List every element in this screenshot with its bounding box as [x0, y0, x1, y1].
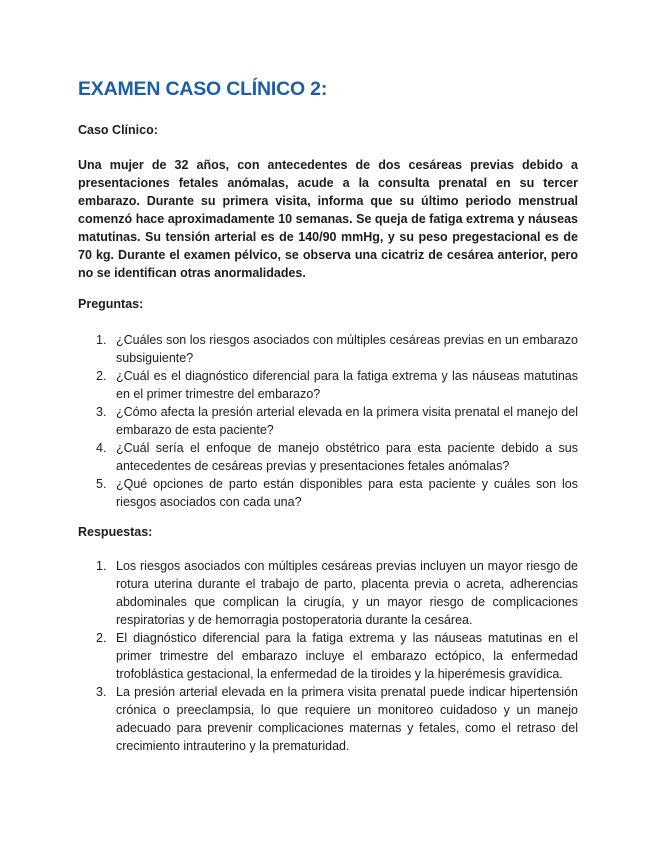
questions-list: [78, 331, 578, 511]
question-item: [78, 475, 578, 511]
question-number: 5.: [96, 477, 107, 491]
question-text: ¿Qué opciones de parto están disponibles para esta paciente y cuáles son los riesgos asociados con cada una?: [116, 477, 578, 509]
question-item: [78, 403, 578, 439]
question-text: ¿Cuál sería el enfoque de manejo obstétrico para esta paciente debido a sus antecedentes de cesáreas previas y presentaciones fetales anómalas?: [116, 441, 578, 473]
page-title: EXAMEN CASO CLÍNICO 2:: [78, 78, 328, 100]
answer-item: [78, 683, 578, 755]
question-item: [78, 439, 578, 475]
answer-text: El diagnóstico diferencial para la fatiga extrema y las náuseas matutinas en el primer trimestre del embarazo incluye el embarazo ectópico, la enfermedad trofoblástica gestacional, la enfermedad de la tiroides y la hiperémesis gravídica.: [116, 631, 578, 681]
answer-number: 3.: [96, 685, 107, 699]
answers-list: [78, 557, 578, 755]
answer-text: Los riesgos asociados con múltiples cesáreas previas incluyen un mayor riesgo de rotura uterina durante el trabajo de parto, placenta previa o acreta, adherencias abdominales que complican la cirugía, y un mayor riesgo de complicaciones respiratorias y de hemorragia postoperatoria durante la cesárea.: [116, 559, 578, 627]
answer-number: 2.: [96, 631, 107, 645]
question-item: [78, 331, 578, 367]
answers-label: Respuestas:: [78, 525, 153, 539]
question-text: ¿Cuál es el diagnóstico diferencial para la fatiga extrema y las náuseas matutinas en el primer trimestre del embarazo?: [116, 369, 578, 401]
question-item: [78, 367, 578, 403]
case-label: Caso Clínico:: [78, 123, 158, 137]
question-number: 3.: [96, 405, 107, 419]
answer-item: [78, 557, 578, 629]
answer-number: 1.: [96, 559, 107, 573]
question-text: ¿Cuáles son los riesgos asociados con múltiples cesáreas previas en un embarazo subsiguiente?: [116, 333, 578, 365]
answer-item: [78, 629, 578, 683]
question-number: 4.: [96, 441, 107, 455]
questions-label: Preguntas:: [78, 297, 144, 311]
question-text: ¿Cómo afecta la presión arterial elevada en la primera visita prenatal el manejo del embarazo de esta paciente?: [116, 405, 578, 437]
case-description: Una mujer de 32 años, con antecedentes de dos cesáreas previas debido a presentaciones fetales anómalas, acude a la consulta prenatal en su tercer embarazo. Durante su primera visita, informa que su último periodo menstrual comenzó hace aproximadamente 10 semanas. Se queja de fatiga extrema y náuseas matutinas. Su tensión arterial es de 140/90 mmHg, y su peso pregestacional es de 70 kg. Durante el examen pélvico, se observa una cicatriz de cesárea anterior, pero no se identifican otras anormalidades.: [78, 158, 578, 280]
answer-text: La presión arterial elevada en la primera visita prenatal puede indicar hipertensión crónica o preeclampsia, lo que requiere un monitoreo cuidadoso y un manejo adecuado para prevenir complicaciones maternas y fetales, como el retraso del crecimiento intrauterino y la prematuridad.: [116, 685, 578, 753]
question-number: 1.: [96, 333, 107, 347]
question-number: 2.: [96, 369, 107, 383]
